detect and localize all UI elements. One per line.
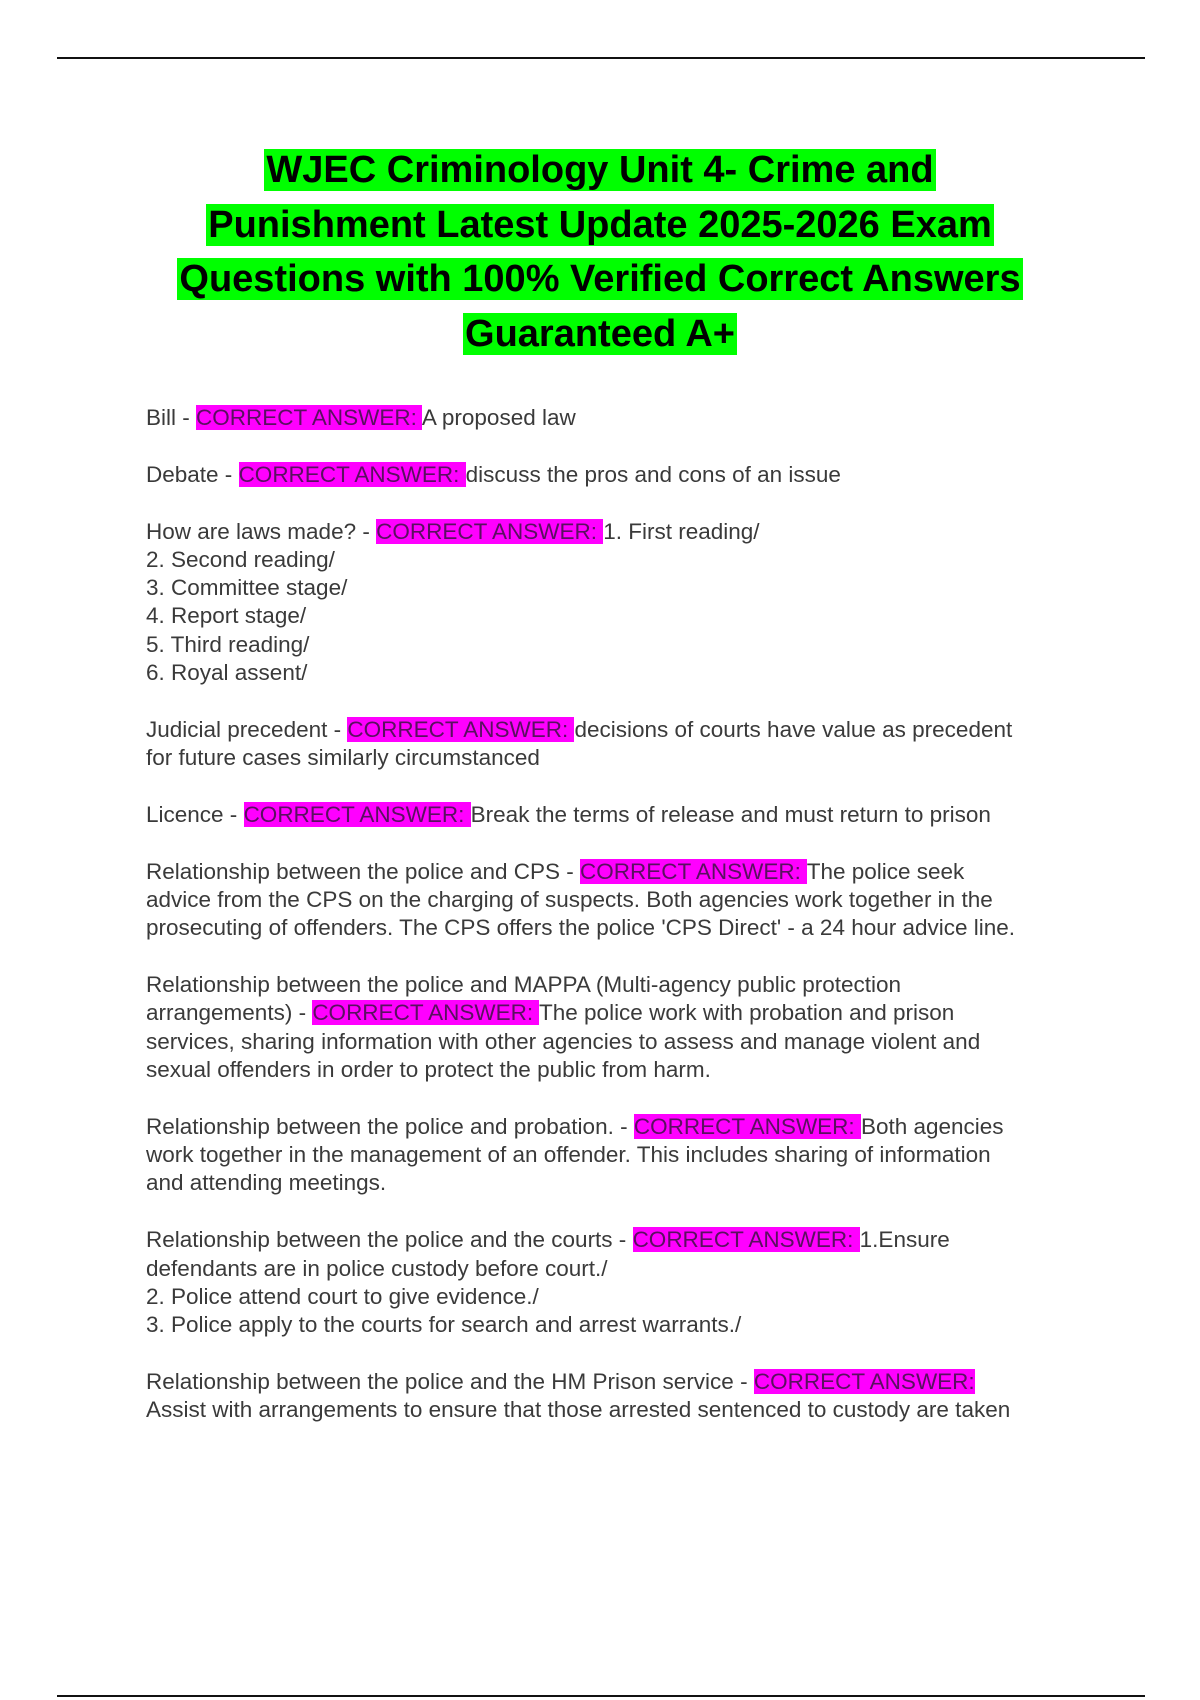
qa-text: How are laws made? - (146, 518, 377, 544)
qa-text: prosecuting of offenders. The CPS offers the police 'CPS Direct' - a 24 hour advice line. (146, 915, 1016, 941)
qa-text: 2. Second reading/ (146, 546, 335, 572)
qa-text: and attending meetings. (146, 1170, 387, 1196)
qa-text: 2. Police attend court to give evidence./ (146, 1283, 539, 1309)
qa-line (146, 1141, 1146, 1169)
qa-text: Relationship between the police and MAPPA (Multi-agency public protection (146, 972, 902, 998)
qa-text: 1. First reading/ (603, 518, 760, 544)
qa-text: 5. Third reading/ (146, 631, 310, 657)
qa-line (146, 1169, 1146, 1197)
qa-text: Both agencies (860, 1113, 1004, 1139)
bottom-rule (57, 1695, 1145, 1697)
qa-text: advice from the CPS on the charging of suspects. Both agencies work together in the (146, 887, 993, 913)
qa-item (146, 404, 1146, 432)
qa-line (146, 461, 1146, 489)
qa-item (146, 801, 1146, 829)
qa-text: Relationship between the police and the HM Prison service - (146, 1368, 754, 1394)
qa-text: The police work with probation and prison (539, 1000, 955, 1026)
qa-line (146, 999, 1146, 1027)
correct-answer-label: CORRECT ANSWER: (347, 716, 575, 742)
qa-text: services, sharing information with other agencies to assess and manage violent and (146, 1028, 981, 1054)
qa-text: A proposed law (421, 405, 576, 430)
correct-answer-label: CORRECT ANSWER: (196, 405, 422, 430)
qa-item (146, 971, 1146, 1084)
qa-text: Relationship between the police and CPS - (146, 858, 581, 884)
qa-item (146, 518, 1146, 688)
correct-answer-label: CORRECT ANSWER: (633, 1113, 861, 1139)
title-line (0, 198, 1200, 253)
title-text: Guaranteed A+ (465, 312, 735, 355)
qa-text: The police seek (806, 858, 965, 884)
qa-line (146, 574, 1146, 602)
top-rule (57, 57, 1145, 59)
qa-text: discuss the pros and cons of an issue (465, 461, 841, 487)
correct-answer-label: CORRECT ANSWER: (312, 1000, 540, 1026)
qa-line (146, 971, 1146, 999)
qa-line (146, 801, 1146, 829)
qa-line (146, 404, 1146, 432)
qa-line (146, 1368, 1146, 1396)
qa-text: Licence - (146, 801, 244, 827)
qa-text: Assist with arrangements to ensure that those arrested sentenced to custody are taken (146, 1397, 1011, 1423)
correct-answer-label: CORRECT ANSWER: (238, 461, 466, 487)
qa-line (146, 914, 1146, 942)
qa-text: decisions of courts have value as precedent (574, 716, 1013, 742)
qa-text: sexual offenders in order to protect the public from harm. (146, 1057, 711, 1083)
correct-answer-label: CORRECT ANSWER: (753, 1368, 975, 1394)
qa-line (146, 858, 1146, 886)
qa-line (146, 602, 1146, 630)
qa-item (146, 1226, 1146, 1339)
qa-list (146, 404, 1146, 1453)
qa-text: Relationship between the police and the courts - (146, 1227, 633, 1253)
qa-text: arrangements) - (146, 1000, 313, 1026)
qa-line (146, 1255, 1146, 1283)
correct-answer-label: CORRECT ANSWER: (632, 1227, 860, 1253)
qa-line (146, 631, 1146, 659)
qa-item (146, 716, 1146, 773)
qa-item (146, 858, 1146, 943)
qa-line (146, 1396, 1146, 1424)
correct-answer-label: CORRECT ANSWER: (243, 801, 471, 827)
title-line (0, 143, 1200, 198)
title-text: Punishment Latest Update 2025-2026 Exam (208, 203, 992, 246)
title-line (0, 307, 1200, 362)
title-text: Questions with 100% Verified Correct Answers (179, 258, 1021, 300)
qa-line (146, 1311, 1146, 1339)
qa-text: 3. Police apply to the courts for search and arrest warrants./ (146, 1312, 742, 1338)
qa-text: Judicial precedent - (146, 716, 348, 742)
qa-line (146, 1028, 1146, 1056)
correct-answer-label: CORRECT ANSWER: (376, 518, 604, 544)
qa-line (146, 886, 1146, 914)
qa-line (146, 744, 1146, 772)
qa-line (146, 1283, 1146, 1311)
title-line (0, 252, 1200, 307)
qa-text: 4. Report stage/ (146, 603, 307, 629)
qa-text: Bill - (146, 405, 196, 430)
qa-text: 1.Ensure (859, 1227, 950, 1253)
qa-line (146, 546, 1146, 574)
qa-text: for future cases similarly circumstanced (146, 745, 540, 771)
qa-line (146, 1226, 1146, 1254)
qa-line (146, 716, 1146, 744)
qa-text: 3. Committee stage/ (146, 575, 348, 601)
document-title (0, 143, 1200, 361)
qa-line (146, 659, 1146, 687)
qa-line (146, 518, 1146, 546)
correct-answer-label: CORRECT ANSWER: (580, 858, 807, 884)
qa-text: Debate - (146, 461, 239, 487)
qa-text: Relationship between the police and probation. - (146, 1113, 634, 1139)
qa-line (146, 1056, 1146, 1084)
qa-item (146, 1368, 1146, 1425)
qa-text: defendants are in police custody before court./ (146, 1255, 608, 1281)
qa-text: work together in the management of an offender. This includes sharing of information (146, 1142, 991, 1168)
title-text: WJEC Criminology Unit 4- Crime and (266, 149, 934, 191)
qa-item (146, 461, 1146, 489)
qa-item (146, 1113, 1146, 1198)
qa-line (146, 1113, 1146, 1141)
qa-text: Break the terms of release and must return to prison (470, 801, 991, 827)
qa-text: 6. Royal assent/ (146, 660, 308, 686)
